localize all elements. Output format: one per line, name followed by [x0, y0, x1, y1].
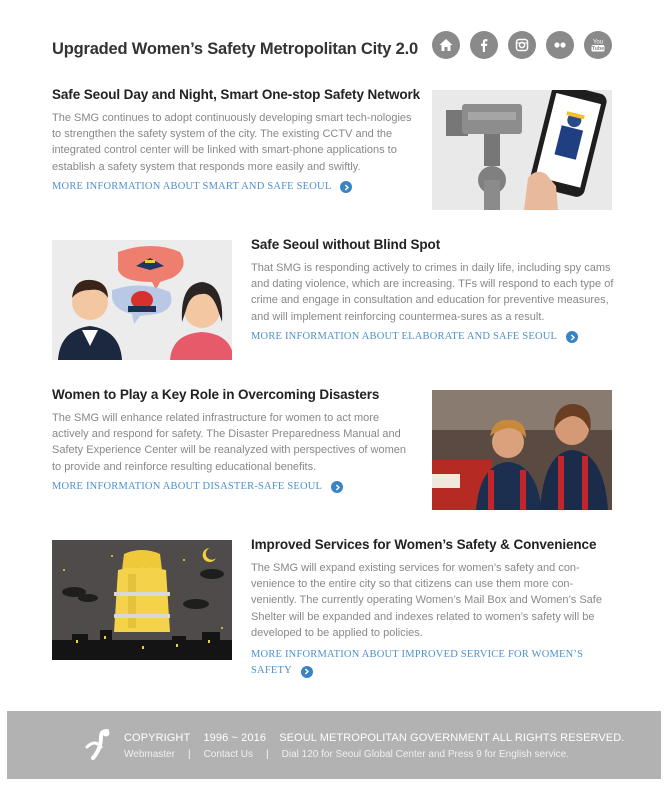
chevron-right-icon [331, 481, 343, 493]
copyright-rights: SEOUL METROPOLITAN GOVERNMENT ALL RIGHTS RESERVED. [279, 732, 625, 744]
more-info-disaster-link[interactable] [52, 481, 343, 494]
section-title: Improved Services for Women’s Safety & Convenience [251, 537, 597, 552]
footer-copyright [124, 732, 634, 744]
chevron-right-icon [340, 181, 352, 193]
svg-text:Tube: Tube [591, 46, 605, 53]
chevron-right-icon [566, 331, 578, 343]
instagram-icon[interactable] [508, 31, 536, 59]
separator: | [187, 749, 191, 760]
cctv-smartphone-image [432, 90, 612, 210]
firefighters-photo [432, 390, 612, 510]
section-improved-services [251, 537, 613, 679]
separator: | [266, 749, 269, 760]
dial-info: Dial 120 for Seoul Global Center and Press 9 for English service. [281, 749, 570, 760]
consultation-illustration [52, 240, 232, 360]
section-title: Women to Play a Key Role in Overcoming Disasters [52, 387, 380, 402]
more-info-improved-service-link[interactable] [251, 647, 613, 679]
page-header [0, 0, 669, 80]
link-label: MORE INFORMATION ABOUT IMPROVED SERVICE FOR WOMEN’S SAFETY [251, 649, 584, 677]
seoul-logo-icon [81, 725, 117, 766]
section-body: The SMG continues to adopt continuously developing smart tech-nologies to strengthen the safety system of the city. The existing CCTV and the integrated control center will be linked with smart-phone applications to establish a safety system that responds more easily and swiftly. [52, 112, 412, 173]
link-label: MORE INFORMATION ABOUT ELABORATE AND SAFE SEOUL [251, 330, 558, 342]
svg-text:You: You [592, 39, 604, 46]
page-title: Upgraded Women’s Safety Metropolitan City 2.0 [52, 40, 418, 58]
flickr-icon[interactable] [546, 31, 574, 59]
social-links [432, 31, 612, 59]
copyright-years: 1996 ~ 2016 [203, 732, 267, 744]
link-label: MORE INFORMATION ABOUT DISASTER-SAFE SEOUL [52, 480, 323, 492]
link-label: MORE INFORMATION ABOUT SMART AND SAFE SEOUL [52, 180, 332, 192]
section-title: Safe Seoul Day and Night, Smart One-stop Safety Network [52, 87, 421, 102]
footer-links [124, 749, 569, 760]
section-disaster [52, 387, 417, 494]
more-info-smart-link[interactable] [52, 181, 352, 194]
more-info-elaborate-link[interactable] [251, 331, 578, 344]
chevron-right-icon [301, 666, 313, 678]
section-title: Safe Seoul without Blind Spot [251, 237, 441, 252]
section-smart-safety [52, 87, 421, 194]
night-city-illustration [52, 540, 232, 660]
page-footer [7, 711, 661, 779]
section-blind-spot [251, 237, 616, 344]
copyright-label: COPYRIGHT [124, 732, 191, 744]
section-body: The SMG will expand existing services for women’s safety and con-venience to the entire city so that citizens can use them more con-veniently. The currently operating Women’s Mail Box and Women’s Safe Shelter will be expanded and indexes related to women’s safety will be developed to be applied to policies. [251, 562, 602, 639]
section-body: The SMG will enhance related infrastructure for women to act more actively and respond for safety. The Disaster Preparedness Manual and Safety Experience Center will be reanalyzed with perspectives of women to provide and reinforce resulting educational benefits. [52, 412, 407, 473]
home-icon[interactable] [432, 31, 460, 59]
webmaster-link[interactable]: Webmaster [124, 749, 175, 760]
contact-us-link[interactable]: Contact Us [203, 749, 254, 760]
section-body: That SMG is responding actively to crimes in daily life, including spy cams and dating violence, which are increasing. TFs will respond to each type of crime and engage in consultation and education for preventive measures, and will implement reinforcing countermea-sures as a result. [251, 262, 614, 323]
youtube-icon[interactable] [584, 31, 612, 59]
facebook-icon[interactable] [470, 31, 498, 59]
